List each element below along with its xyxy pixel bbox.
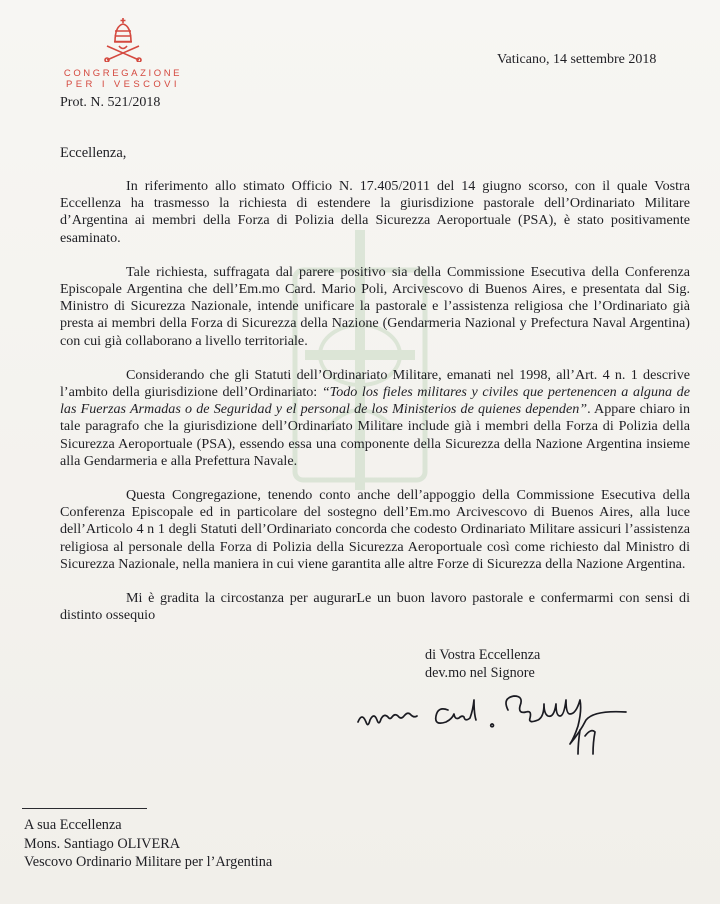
paragraph-1: In riferimento allo stimato Officio N. 17.405/2011 del 14 giugno scorso, con il quale Vostra Eccellenza ha trasmesso la richiesta di estendere la giurisdizione pastorale dell’Ordinariato Militare d’Argentina ai membri della Forza di Polizia della Sicurezza Aeroportuale (PSA), è stato positivamente esaminato. (60, 178, 690, 246)
letterhead (48, 16, 198, 90)
paragraph-5: Mi è gradita la circostanza per augurarLe un buon lavoro pastorale e confermarmi con sensi di distinto ossequio (60, 590, 690, 624)
salutation: Eccellenza, (60, 145, 127, 161)
closing-line-1: di Vostra Eccellenza (425, 647, 541, 663)
recipient-line-1: A sua Eccellenza (24, 817, 122, 833)
closing-formula (425, 646, 540, 682)
paragraph-3-rest: . Appare chiaro in tale paragrafo che la giurisdizione dell’Ordinariato Militare include già i membri della Forza di Polizia della Sicurezza Aeroportuale (PSA), essendo essa una componente della Sicurezza della Nazione Argentina insieme alla Gendarmeria e alla Prefettura Navale. (60, 401, 691, 469)
paragraph-2: Tale richiesta, suffragata dal parere positivo sia della Commissione Esecutiva della Conferenza Episcopale Argentina che dell’Em.mo Card. Mario Poli, Arcivescovo di Buenos Aires, e presentata dal Sig. Ministro di Sicurezza Nazionale, intende unificare la pastorale e l’assistenza religiosa che l’Ordinariato già presta ai membri della Forza di Sicurezza della Nazione (Gendarmeria Nazional y Prefectura Naval Argentina) con cui già collaborano a livello territoriale. (60, 263, 690, 349)
statute-quote: “Todo los fieles militares y civiles que pertenencen a alguna de las Fuerzas Armadas o de Seguridad y el personal de los Ministerios de quienes dependen” (60, 384, 690, 418)
closing-line-2: dev.mo nel Signore (425, 665, 535, 681)
handwritten-signature (350, 680, 720, 775)
papal-tiara-keys-icon (101, 16, 145, 62)
date-line: Vaticano, 14 settembre 2018 (497, 52, 657, 67)
letterhead-title: CONGREGAZIONE (63, 68, 183, 79)
recipient-name: Mons. Santiago OLIVERA (24, 835, 181, 852)
paragraph-3 (60, 367, 690, 470)
paragraph-3-intro: Considerando che gli Statuti dell’Ordinariato Militare, emanati nel 1998, all’Art. 4 n. 1 descrive l’ambito della giurisdizione dell’Ordinariato: (60, 366, 690, 401)
recipient-block (24, 816, 272, 872)
paragraph-4: Questa Congregazione, tenendo conto anche dell’appoggio della Commissione Esecutiva della Conferenza Episcopale ed in particolare del sostegno dell’Em.mo Arcivescovo di Buenos Aires, alla luce dell’Articolo 4 n 1 degli Statuti dell’Ordinariato concorda che codesto Ordinariato Militare assicuri l’assistenza religiosa al personale della Forza di Polizia della Sicurezza Aeroportuale così come richiesto dal Ministro di Sicurezza Nazionale, nella maniera in cui viene garantita alle altre Forze di Sicurezza della Nazione Argentina. (60, 487, 690, 572)
recipient-title: Vescovo Ordinario Militare per l’Argentina (24, 854, 273, 871)
footer-rule (22, 808, 147, 809)
protocol-number: Prot. N. 521/2018 (60, 95, 161, 110)
letter-body (60, 178, 690, 641)
letterhead-subtitle: PER I VESCOVI (66, 79, 180, 90)
